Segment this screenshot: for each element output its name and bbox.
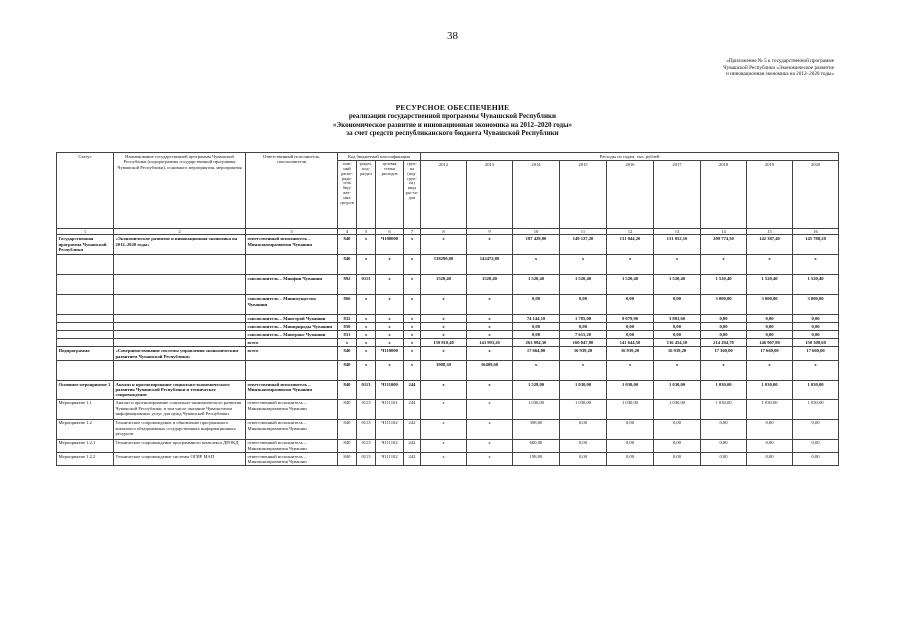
cell-year-2018: 1 520,40 xyxy=(701,275,747,295)
cell-rz: x xyxy=(357,347,376,360)
cell-grbs: 840 xyxy=(338,360,357,380)
cell-name: Техническое сопровождение программного комплекса ДРОКД xyxy=(114,439,246,452)
table-row xyxy=(57,347,839,360)
header-year-2017: 2017 xyxy=(654,161,701,229)
cell-vr: x xyxy=(404,323,421,331)
cell-year-2018: 0,00 xyxy=(701,323,747,331)
table-row xyxy=(57,255,839,275)
table-row xyxy=(57,235,839,255)
cell-year-2017: 136 454,10 xyxy=(654,339,701,347)
cell-executor: ответственный исполнитель – Минэкономразвития Чувашии xyxy=(246,439,338,452)
cell-name: Техническое сопровождение системы ОГИР МАП xyxy=(114,453,246,466)
cell-year-2020: 0,00 xyxy=(793,439,839,452)
cell-year-2014: 600,00 xyxy=(513,439,560,452)
cell-year-2016: 131 044,20 xyxy=(607,235,654,255)
cell-year-2015: 0,00 xyxy=(560,419,607,439)
column-number: 14 xyxy=(701,229,747,235)
cell-year-2013: x xyxy=(467,315,513,323)
cell-year-2013: x xyxy=(467,380,513,399)
cell-year-2019: 0,00 xyxy=(747,331,793,339)
cell-vr: x xyxy=(404,295,421,315)
cell-year-2019: 0,00 xyxy=(747,323,793,331)
cell-year-2014: 398,00 xyxy=(513,419,560,439)
cell-year-2019: 3 000,00 xyxy=(747,295,793,315)
cell-year-2020: 0,00 xyxy=(793,419,839,439)
cell-year-2019: x xyxy=(747,360,793,380)
cell-year-2012: x xyxy=(421,453,467,466)
cell-status xyxy=(57,323,114,331)
cell-year-2019: 1 030,00 xyxy=(747,380,793,399)
cell-year-2016: 1 030,00 xyxy=(607,380,654,399)
cell-vr: x xyxy=(404,315,421,323)
cell-year-2015: 1 030,00 xyxy=(560,380,607,399)
cell-vr: 244 xyxy=(404,380,421,399)
cell-year-2013: 1520,40 xyxy=(467,275,513,295)
cell-year-2019: 0,00 xyxy=(747,439,793,452)
cell-year-2013: x xyxy=(467,323,513,331)
cell-vr: 242 xyxy=(404,439,421,452)
cell-year-2013: 142472,80 xyxy=(467,255,513,275)
cell-name xyxy=(114,331,246,339)
title-line-1: РЕСУРСНОЕ ОБЕСПЕЧЕНИЕ xyxy=(395,103,510,112)
cell-name xyxy=(114,360,246,380)
cell-year-2018: 214 294,70 xyxy=(701,339,747,347)
cell-year-2017: 0,00 xyxy=(654,331,701,339)
header-rz: раздел, под-раздел xyxy=(357,161,376,229)
cell-year-2015: 1 520,40 xyxy=(560,275,607,295)
cell-year-2013: x xyxy=(467,439,513,452)
cell-cs: Ч111102 xyxy=(376,439,404,452)
cell-vr: x xyxy=(404,360,421,380)
cell-year-2015: x xyxy=(560,360,607,380)
cell-grbs: 840 xyxy=(338,380,357,399)
column-number: 16 xyxy=(793,229,839,235)
cell-year-2017: 3 881,60 xyxy=(654,315,701,323)
header-year-2012: 2012 xyxy=(421,161,467,229)
cell-vr: x xyxy=(404,235,421,255)
cell-cs: x xyxy=(376,331,404,339)
cell-rz: 0113 xyxy=(357,419,376,439)
cell-year-2013: x xyxy=(467,331,513,339)
cell-year-2020: 1 030,00 xyxy=(793,380,839,399)
cell-status: Мероприятие 1.2.1 xyxy=(57,439,114,452)
cell-year-2015: 7 615,20 xyxy=(560,331,607,339)
cell-year-2014: 187 429,80 xyxy=(513,235,560,255)
cell-grbs: 840 xyxy=(338,255,357,275)
cell-year-2015: 1 785,00 xyxy=(560,315,607,323)
cell-executor: ответственный исполнитель – Минэкономразвития Чувашии xyxy=(246,399,338,419)
cell-rz: x xyxy=(357,339,376,347)
cell-cs: Ч110000 xyxy=(376,347,404,360)
cell-year-2013: x xyxy=(467,399,513,419)
header-year-2014: 2014 xyxy=(513,161,560,229)
cell-year-2015: 0,00 xyxy=(560,295,607,315)
cell-year-2013: x xyxy=(467,419,513,439)
cell-year-2019: 146 907,80 xyxy=(747,339,793,347)
header-year-2013: 2013 xyxy=(467,161,513,229)
cell-executor: всего xyxy=(246,347,338,360)
cell-grbs: 840 xyxy=(338,347,357,360)
cell-year-2018: 1 030,00 xyxy=(701,380,747,399)
cell-rz: x xyxy=(357,323,376,331)
cell-year-2014: 1 030,00 xyxy=(513,399,560,419)
header-year-2020: 2020 xyxy=(793,161,839,229)
cell-year-2014: 17 664,80 xyxy=(513,347,560,360)
cell-year-2017: 0,00 xyxy=(654,419,701,439)
cell-grbs: 840 xyxy=(338,453,357,466)
cell-rz: x xyxy=(357,315,376,323)
cell-rz: x xyxy=(357,235,376,255)
header-status: Статус xyxy=(57,153,114,229)
table-row xyxy=(57,360,839,380)
cell-year-2018: 3 000,00 xyxy=(701,295,747,315)
cell-name: Анализ и прогнозирование социально-экономического развития Чувашской Республики, в том числе оказание Чувашстатом информационных услуг для нужд Чувашской Республики xyxy=(114,399,246,419)
cell-executor xyxy=(246,360,338,380)
table-row xyxy=(57,453,839,466)
table-body xyxy=(57,235,839,466)
cell-cs: Ч111000 xyxy=(376,380,404,399)
cell-year-2012: 3908,30 xyxy=(421,360,467,380)
cell-year-2020: x xyxy=(793,360,839,380)
cell-executor xyxy=(246,255,338,275)
table-row xyxy=(57,275,839,295)
cell-status xyxy=(57,339,114,347)
table-row xyxy=(57,331,839,339)
cell-year-2017: 0,00 xyxy=(654,323,701,331)
cell-vr: x xyxy=(404,275,421,295)
cell-executor: ответственный исполнитель – Минэкономразвития Чувашии xyxy=(246,235,338,255)
cell-cs: Ч111102 xyxy=(376,419,404,439)
title-line-4: за счет средств республиканского бюджета Чувашской Республики xyxy=(346,129,559,138)
cell-year-2016: 0,00 xyxy=(607,453,654,466)
cell-executor: ответственный исполнитель – Минэкономразвития Чувашии xyxy=(246,380,338,399)
cell-year-2020: 1 030,00 xyxy=(793,399,839,419)
cell-year-2014: 263 094,30 xyxy=(513,339,560,347)
cell-executor: всего xyxy=(246,339,338,347)
cell-grbs: 840 xyxy=(338,419,357,439)
cell-vr: 242 xyxy=(404,419,421,439)
cell-year-2015: 0,00 xyxy=(560,439,607,452)
cell-year-2012: x xyxy=(421,235,467,255)
cell-status xyxy=(57,255,114,275)
cell-name: «Совершенствование системы управления экономическим развитием Чувашской Республики» xyxy=(114,347,246,360)
cell-year-2012: x xyxy=(421,439,467,452)
cell-year-2014: x xyxy=(513,255,560,275)
cell-cs: x xyxy=(376,295,404,315)
cell-year-2017: x xyxy=(654,360,701,380)
cell-executor: соисполнитель – Минстрой Чувашии xyxy=(246,315,338,323)
cell-status: Основное мероприятие 1 xyxy=(57,380,114,399)
table-row xyxy=(57,339,839,347)
cell-year-2016: 16 939,20 xyxy=(607,347,654,360)
column-number: 9 xyxy=(467,229,513,235)
cell-name xyxy=(114,339,246,347)
cell-status xyxy=(57,315,114,323)
table-row xyxy=(57,419,839,439)
cell-year-2020: x xyxy=(793,255,839,275)
header-vr: груп-па (под-груп-па) вида рас-хо-дов xyxy=(404,161,421,229)
header-year-2016: 2016 xyxy=(607,161,654,229)
cell-year-2020: 150 308,60 xyxy=(793,339,839,347)
cell-grbs: 840 xyxy=(338,235,357,255)
cell-year-2016: 141 644,50 xyxy=(607,339,654,347)
cell-year-2018: 1 030,00 xyxy=(701,399,747,419)
table-row xyxy=(57,439,839,452)
cell-year-2015: 1 030,00 xyxy=(560,399,607,419)
cell-year-2020: 1 520,40 xyxy=(793,275,839,295)
cell-grbs: 866 xyxy=(338,295,357,315)
table-row xyxy=(57,399,839,419)
cell-cs: Ч111101 xyxy=(376,399,404,419)
column-number: 15 xyxy=(747,229,793,235)
cell-status: Государственная программа Чувашской Республики xyxy=(57,235,114,255)
table-row xyxy=(57,295,839,315)
cell-year-2013: 143 993,20 xyxy=(467,339,513,347)
cell-year-2020: 17 660,00 xyxy=(793,347,839,360)
cell-rz: 0113 xyxy=(357,439,376,452)
appendix-note: «Приложение № 5 к государственной программе Чувашской Республики «Экономическое развитие и инновационная экономика на 2012–2020 годы» xyxy=(723,58,834,78)
cell-year-2013: 16409,60 xyxy=(467,360,513,380)
cell-status: Мероприятие 1.1 xyxy=(57,399,114,419)
header-expenses: Расходы по годам, тыс. рублей xyxy=(421,153,839,161)
cell-name xyxy=(114,315,246,323)
cell-year-2013: x xyxy=(467,347,513,360)
cell-year-2012: x xyxy=(421,419,467,439)
cell-year-2019: 1 520,40 xyxy=(747,275,793,295)
cell-cs: x xyxy=(376,255,404,275)
cell-year-2019: 0,00 xyxy=(747,315,793,323)
cell-executor: ответственный исполнитель – Минэкономразвития Чувашии xyxy=(246,419,338,439)
cell-grbs: 892 xyxy=(338,275,357,295)
column-number: 2 xyxy=(114,229,246,235)
cell-status: Подпрограмма xyxy=(57,347,114,360)
cell-year-2020: 0,00 xyxy=(793,323,839,331)
cell-year-2018: 17 360,00 xyxy=(701,347,747,360)
cell-year-2020: 145 788,20 xyxy=(793,235,839,255)
cell-year-2018: 0,00 xyxy=(701,439,747,452)
cell-status: Мероприятие 1.2.2 xyxy=(57,453,114,466)
cell-rz: x xyxy=(357,360,376,380)
cell-executor: соисполнитель – Минфин Чувашии xyxy=(246,275,338,295)
cell-status xyxy=(57,275,114,295)
cell-grbs: 840 xyxy=(338,439,357,452)
cell-year-2016: 0,00 xyxy=(607,419,654,439)
header-name: Наименование государственной программы Чувашской Республики (подпрограммы государственной программы Чувашской Республики), основного мероприятия, мероприятия xyxy=(114,153,246,229)
cell-year-2016: 0,00 xyxy=(607,331,654,339)
cell-cs: Ч100000 xyxy=(376,235,404,255)
cell-year-2017: 16 939,20 xyxy=(654,347,701,360)
table-row xyxy=(57,380,839,399)
cell-cs: x xyxy=(376,275,404,295)
cell-name: Анализ и прогнозирование социально-экономического развития Чувашской Республики и техническое сопровождение xyxy=(114,380,246,399)
cell-year-2016: 9 079,90 xyxy=(607,315,654,323)
cell-rz: x xyxy=(357,295,376,315)
cell-vr: 244 xyxy=(404,399,421,419)
cell-rz: 0113 xyxy=(357,399,376,419)
cell-year-2014: 1 528,00 xyxy=(513,380,560,399)
cell-grbs: 840 xyxy=(338,399,357,419)
cell-year-2018: 0,00 xyxy=(701,315,747,323)
cell-year-2017: 1 030,00 xyxy=(654,399,701,419)
cell-vr: x xyxy=(404,255,421,275)
cell-year-2015: 0,00 xyxy=(560,453,607,466)
cell-year-2016: 0,00 xyxy=(607,295,654,315)
cell-year-2017: 1 030,00 xyxy=(654,380,701,399)
cell-name xyxy=(114,255,246,275)
column-number: 7 xyxy=(404,229,421,235)
cell-year-2019: 1 030,00 xyxy=(747,399,793,419)
cell-year-2016: 0,00 xyxy=(607,323,654,331)
cell-year-2014: 1 520,40 xyxy=(513,275,560,295)
cell-year-2019: 0,00 xyxy=(747,453,793,466)
page-number: 38 xyxy=(447,30,458,42)
cell-year-2013: x xyxy=(467,235,513,255)
cell-year-2015: 16 939,20 xyxy=(560,347,607,360)
cell-status xyxy=(57,331,114,339)
cell-year-2016: x xyxy=(607,255,654,275)
cell-year-2015: 149 127,20 xyxy=(560,235,607,255)
cell-year-2012: x xyxy=(421,323,467,331)
cell-vr: 242 xyxy=(404,453,421,466)
cell-vr: x xyxy=(404,347,421,360)
title-line-3: «Экономическое развитие и инновационная экономика на 2012–2020 годы» xyxy=(332,120,573,129)
cell-cs: x xyxy=(376,360,404,380)
cell-year-2018: 209 774,30 xyxy=(701,235,747,255)
cell-year-2018: x xyxy=(701,360,747,380)
cell-year-2017: 0,00 xyxy=(654,295,701,315)
cell-year-2012: x xyxy=(421,331,467,339)
cell-year-2016: 1 520,40 xyxy=(607,275,654,295)
cell-year-2012: x xyxy=(421,295,467,315)
resource-table xyxy=(56,152,839,466)
column-number: 5 xyxy=(357,229,376,235)
cell-cs: Ч111102 xyxy=(376,453,404,466)
column-number: 8 xyxy=(421,229,467,235)
cell-year-2020: 0,00 xyxy=(793,331,839,339)
cell-year-2018: 0,00 xyxy=(701,453,747,466)
cell-status xyxy=(57,360,114,380)
cell-grbs: x xyxy=(338,339,357,347)
cell-status: Мероприятие 1.2 xyxy=(57,419,114,439)
cell-year-2015: x xyxy=(560,255,607,275)
cell-cs: x xyxy=(376,323,404,331)
cell-year-2019: 0,00 xyxy=(747,419,793,439)
cell-year-2019: 17 660,00 xyxy=(747,347,793,360)
cell-year-2014: 0,00 xyxy=(513,331,560,339)
header-cs: целевая статья расходов xyxy=(376,161,404,229)
cell-year-2012: x xyxy=(421,380,467,399)
cell-year-2012: x xyxy=(421,399,467,419)
cell-executor: соисполнитель – Минимущество Чувашии xyxy=(246,295,338,315)
cell-executor: соисполнитель – Минприроды Чувашии xyxy=(246,323,338,331)
cell-year-2018: 0,00 xyxy=(701,331,747,339)
cell-rz: x xyxy=(357,255,376,275)
cell-rz: 0113 xyxy=(357,275,376,295)
column-number: 1 xyxy=(57,229,114,235)
cell-name: Техническое сопровождение и обновление программного комплекса объединенных государственных информационных ресурсов xyxy=(114,419,246,439)
cell-year-2018: x xyxy=(701,255,747,275)
cell-year-2019: x xyxy=(747,255,793,275)
cell-year-2015: 0,00 xyxy=(560,323,607,331)
cell-grbs: 850 xyxy=(338,323,357,331)
header-year-2018: 2018 xyxy=(701,161,747,229)
cell-cs: x xyxy=(376,315,404,323)
cell-name: «Экономическое развитие и инновационная экономика на 2012–2020 годы» xyxy=(114,235,246,255)
cell-name xyxy=(114,295,246,315)
cell-year-2014: 74 144,10 xyxy=(513,315,560,323)
cell-rz: 0113 xyxy=(357,380,376,399)
cell-year-2018: 0,00 xyxy=(701,419,747,439)
cell-year-2017: 131 052,10 xyxy=(654,235,701,255)
cell-grbs: 832 xyxy=(338,315,357,323)
cell-year-2017: 0,00 xyxy=(654,453,701,466)
cell-year-2014: 198,00 xyxy=(513,453,560,466)
header-year-2019: 2019 xyxy=(747,161,793,229)
column-number: 4 xyxy=(338,229,357,235)
cell-name xyxy=(114,275,246,295)
header-executor: Ответственный исполнитель, соисполнители xyxy=(246,153,338,229)
cell-year-2014: 0,00 xyxy=(513,323,560,331)
cell-status xyxy=(57,295,114,315)
column-number: 13 xyxy=(654,229,701,235)
cell-rz: 0113 xyxy=(357,453,376,466)
cell-year-2012: 138290,00 xyxy=(421,255,467,275)
table-row xyxy=(57,323,839,331)
cell-year-2012: 1520,40 xyxy=(421,275,467,295)
title-line-2: реализации государственной программы Чувашской Республики xyxy=(348,112,557,121)
cell-year-2014: 0,00 xyxy=(513,295,560,315)
cell-year-2012: 139 810,40 xyxy=(421,339,467,347)
header-budget-class: Код бюджетной классификации xyxy=(338,153,421,161)
cell-grbs: 831 xyxy=(338,331,357,339)
column-number: 10 xyxy=(513,229,560,235)
cell-year-2012: x xyxy=(421,315,467,323)
header-grbs: глав-ный распо-ряди-тель бюд-жет-ных средств xyxy=(338,161,357,229)
cell-year-2016: 1 030,00 xyxy=(607,399,654,419)
document-title xyxy=(0,104,905,138)
cell-year-2016: 0,00 xyxy=(607,439,654,452)
column-number: 12 xyxy=(607,229,654,235)
cell-year-2015: 160 047,80 xyxy=(560,339,607,347)
cell-year-2013: x xyxy=(467,453,513,466)
cell-name xyxy=(114,323,246,331)
cell-year-2013: x xyxy=(467,295,513,315)
column-number: 6 xyxy=(376,229,404,235)
cell-rz: x xyxy=(357,331,376,339)
cell-vr: x xyxy=(404,331,421,339)
cell-executor: соисполнитель – Минтранс Чувашии xyxy=(246,331,338,339)
cell-year-2016: x xyxy=(607,360,654,380)
cell-year-2017: 0,00 xyxy=(654,439,701,452)
cell-year-2017: x xyxy=(654,255,701,275)
cell-year-2012: x xyxy=(421,347,467,360)
cell-year-2020: 0,00 xyxy=(793,315,839,323)
cell-year-2019: 142 387,40 xyxy=(747,235,793,255)
column-number: 3 xyxy=(246,229,338,235)
cell-vr: x xyxy=(404,339,421,347)
cell-year-2020: 0,00 xyxy=(793,453,839,466)
header-year-2015: 2015 xyxy=(560,161,607,229)
cell-year-2017: 1 520,40 xyxy=(654,275,701,295)
cell-year-2020: 3 000,00 xyxy=(793,295,839,315)
column-number: 11 xyxy=(560,229,607,235)
table-row xyxy=(57,315,839,323)
cell-cs: x xyxy=(376,339,404,347)
cell-executor: ответственный исполнитель – Минэкономразвития Чувашии xyxy=(246,453,338,466)
cell-year-2014: x xyxy=(513,360,560,380)
